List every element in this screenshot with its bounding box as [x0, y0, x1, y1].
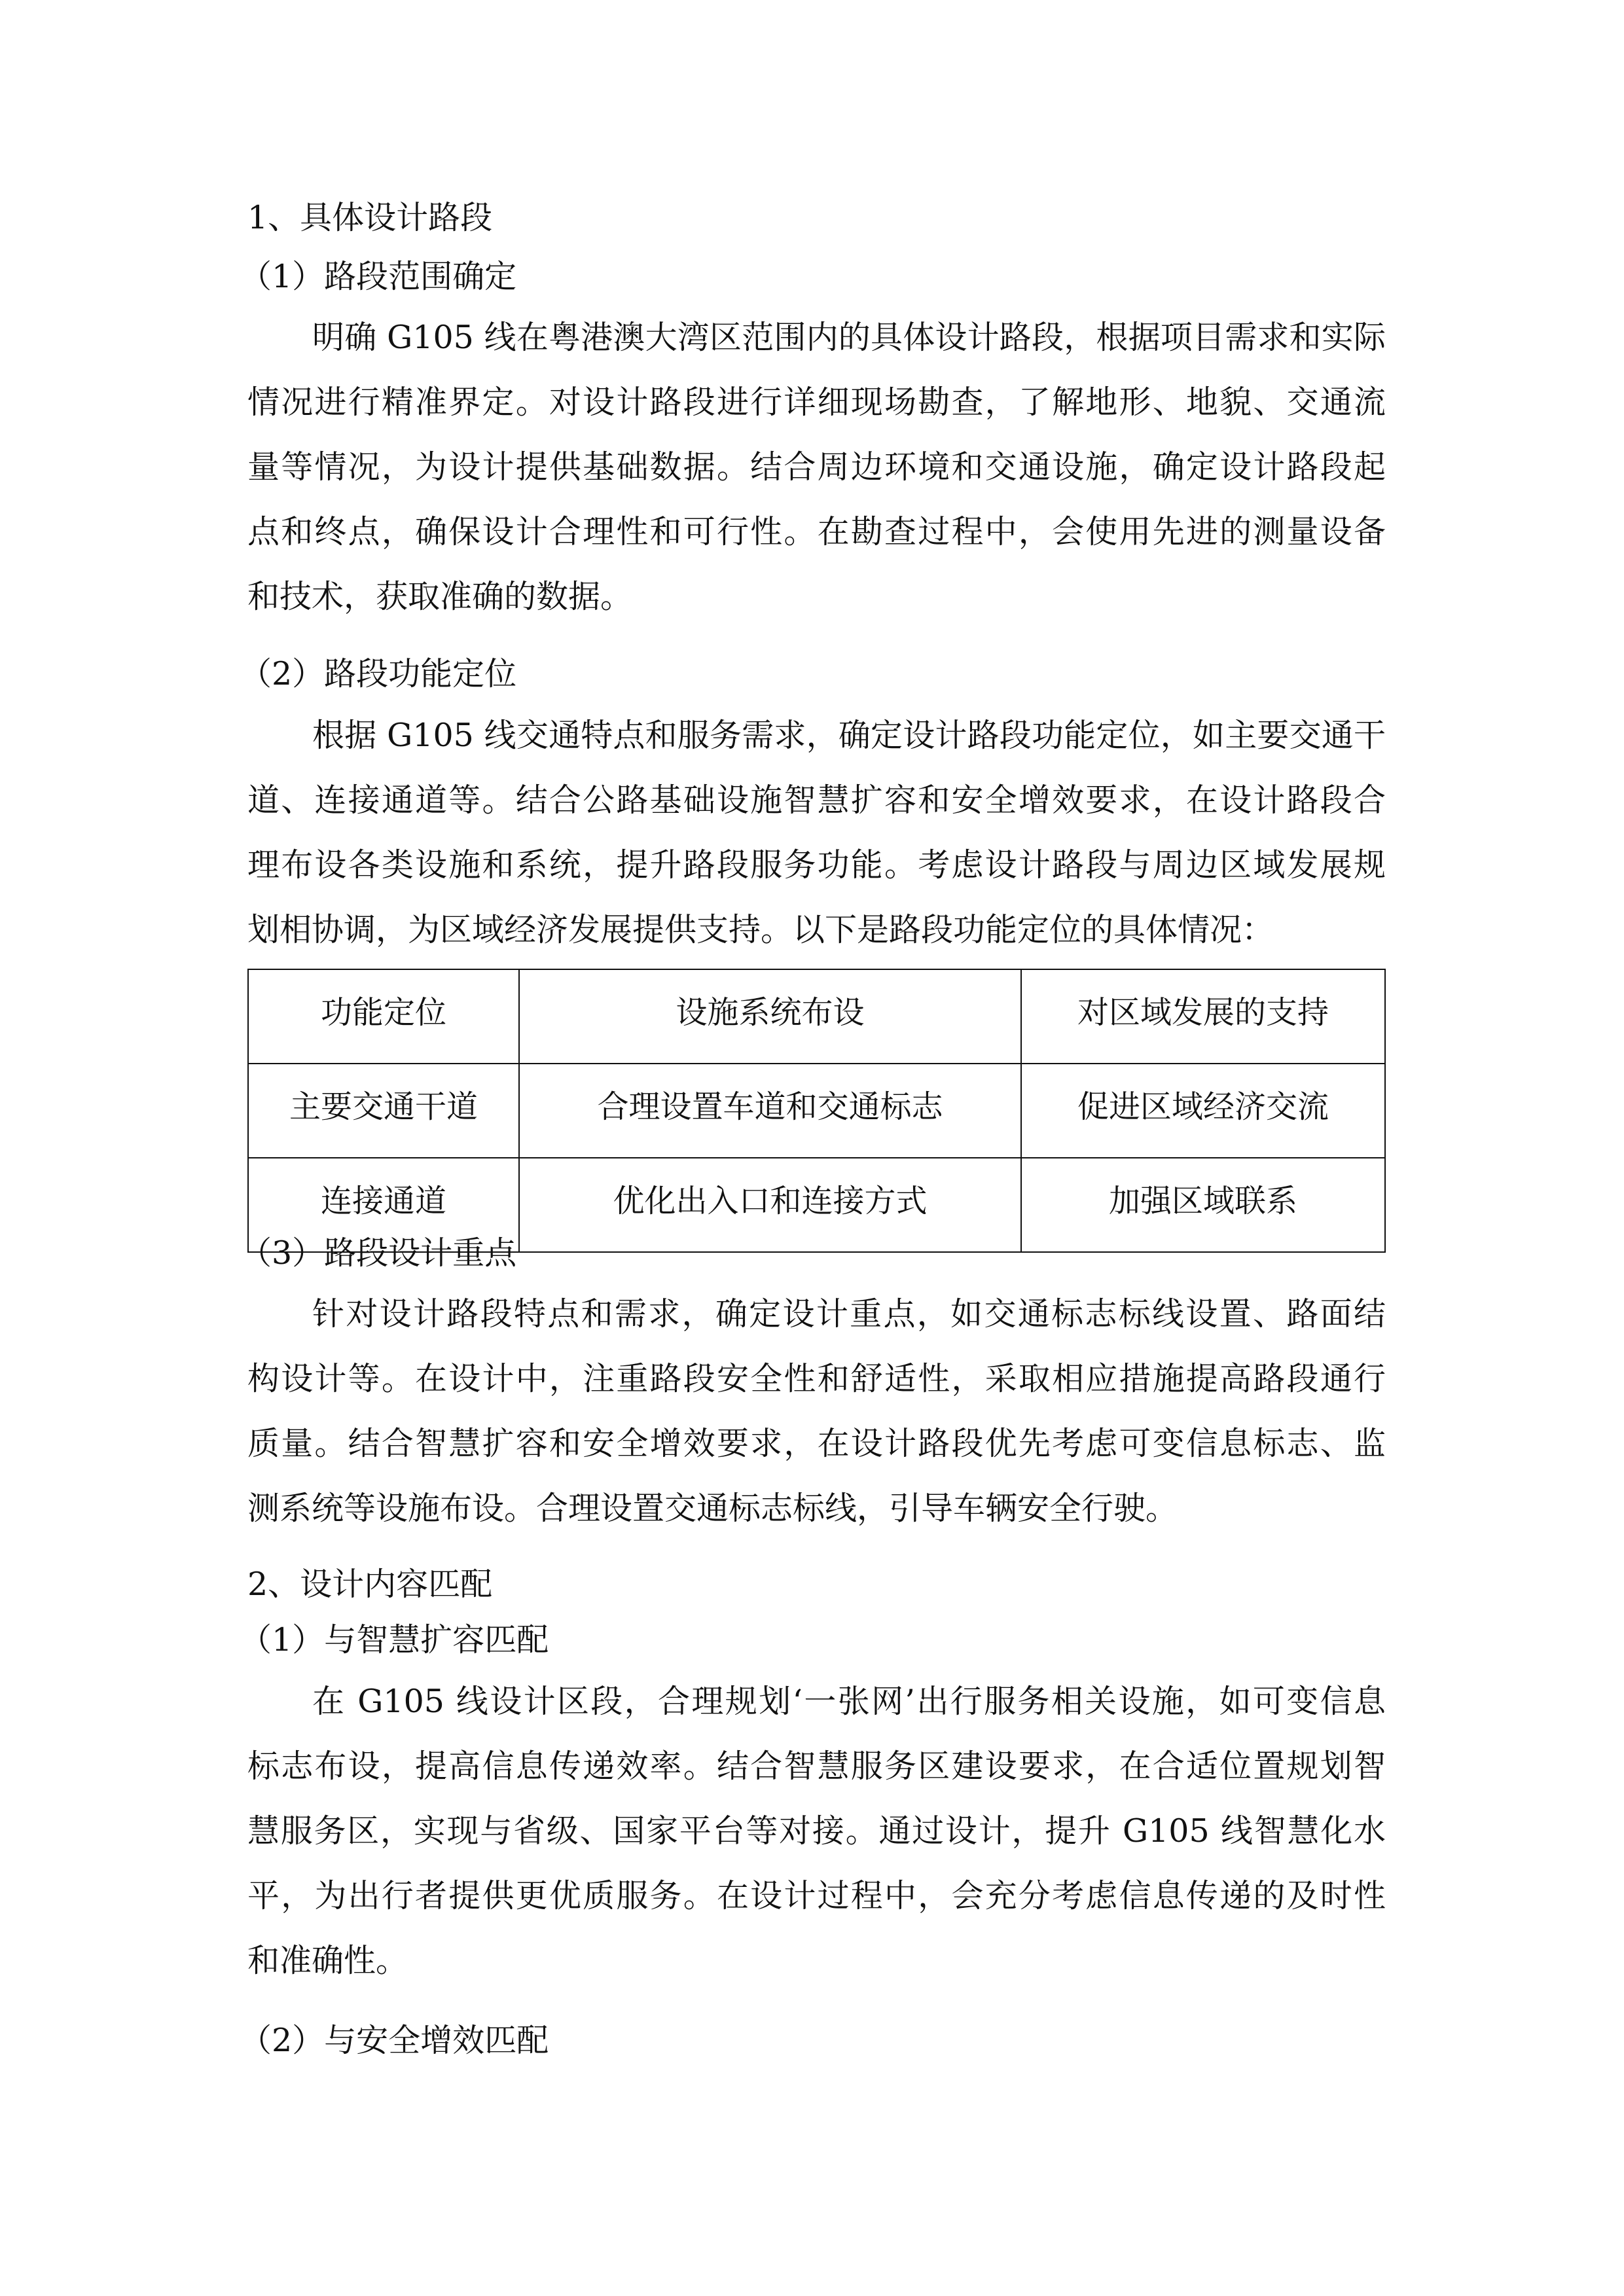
table-header-row — [248, 969, 1385, 1064]
subsection-1-1-title: （1）路段范围确定 — [240, 258, 517, 295]
table-cell: 合理设置车道和交通标志 — [519, 1064, 1021, 1158]
text-line: 划相协调，为区域经济发展提供支持。以下是路段功能定位的具体情况： — [247, 911, 1274, 948]
text-line: 和准确性。 — [247, 1942, 408, 1979]
table-header-cell: 对区域发展的支持 — [1021, 969, 1385, 1064]
text-line: 慧服务区，实现与省级、国家平台等对接。通过设计，提升 G105 线智慧化水 — [247, 1812, 1386, 1850]
table-header-cell: 功能定位 — [248, 969, 519, 1064]
function-positioning-table — [247, 969, 1386, 1253]
subsection-2-2-title: （2）与安全增效匹配 — [240, 2022, 549, 2059]
subsection-1-3-title: （3）路段设计重点 — [240, 1234, 517, 1272]
text-line: 和技术，获取准确的数据。 — [247, 578, 633, 615]
text-line: 点和终点，确保设计合理性和可行性。在勘查过程中，会使用先进的测量设备 — [247, 513, 1386, 550]
paragraph-2-1 — [247, 1669, 1386, 1993]
text-line: 情况进行精准界定。对设计路段进行详细现场勘查，了解地形、地貌、交通流 — [247, 384, 1386, 421]
table-cell: 优化出入口和连接方式 — [519, 1158, 1021, 1252]
section-1-heading: 1、具体设计路段 — [247, 199, 493, 236]
text-line: 平，为出行者提供更优质服务。在设计过程中，会充分考虑信息传递的及时性 — [247, 1877, 1386, 1914]
text-line: 明确 G105 线在粤港澳大湾区范围内的具体设计路段，根据项目需求和实际 — [312, 319, 1386, 356]
table-header-cell: 设施系统布设 — [519, 969, 1021, 1064]
table-cell: 连接通道 — [248, 1158, 519, 1252]
text-line: 构设计等。在设计中，注重路段安全性和舒适性，采取相应措施提高路段通行 — [247, 1360, 1386, 1397]
table-cell: 主要交通干道 — [248, 1064, 519, 1158]
text-line: 标志布设，提高信息传递效率。结合智慧服务区建设要求，在合适位置规划智 — [247, 1748, 1386, 1785]
table-cell: 促进区域经济交流 — [1021, 1064, 1385, 1158]
text-line: 测系统等设施布设。合理设置交通标志标线，引导车辆安全行驶。 — [247, 1490, 1178, 1527]
text-line: 根据 G105 线交通特点和服务需求，确定设计路段功能定位，如主要交通干 — [312, 717, 1386, 754]
paragraph-1-3 — [247, 1282, 1386, 1541]
text-line: 在 G105 线设计区段，合理规划‘一张网’出行服务相关设施，如可变信息 — [312, 1683, 1386, 1720]
paragraph-1-1 — [247, 305, 1386, 629]
table-row — [248, 1064, 1385, 1158]
paragraph-1-2 — [247, 703, 1386, 962]
table-cell: 加强区域联系 — [1021, 1158, 1385, 1252]
text-line: 针对设计路段特点和需求，确定设计重点，如交通标志标线设置、路面结 — [312, 1295, 1386, 1333]
text-line: 理布设各类设施和系统，提升路段服务功能。考虑设计路段与周边区域发展规 — [247, 846, 1386, 884]
text-line: 道、连接通道等。结合公路基础设施智慧扩容和安全增效要求，在设计路段合 — [247, 781, 1386, 819]
text-line: 质量。结合智慧扩容和安全增效要求，在设计路段优先考虑可变信息标志、监 — [247, 1425, 1386, 1462]
subsection-2-1-title: （1）与智慧扩容匹配 — [240, 1621, 549, 1659]
subsection-1-2-title: （2）路段功能定位 — [240, 655, 517, 692]
text-line: 量等情况，为设计提供基础数据。结合周边环境和交通设施，确定设计路段起 — [247, 448, 1386, 486]
section-2-heading: 2、设计内容匹配 — [247, 1566, 493, 1603]
